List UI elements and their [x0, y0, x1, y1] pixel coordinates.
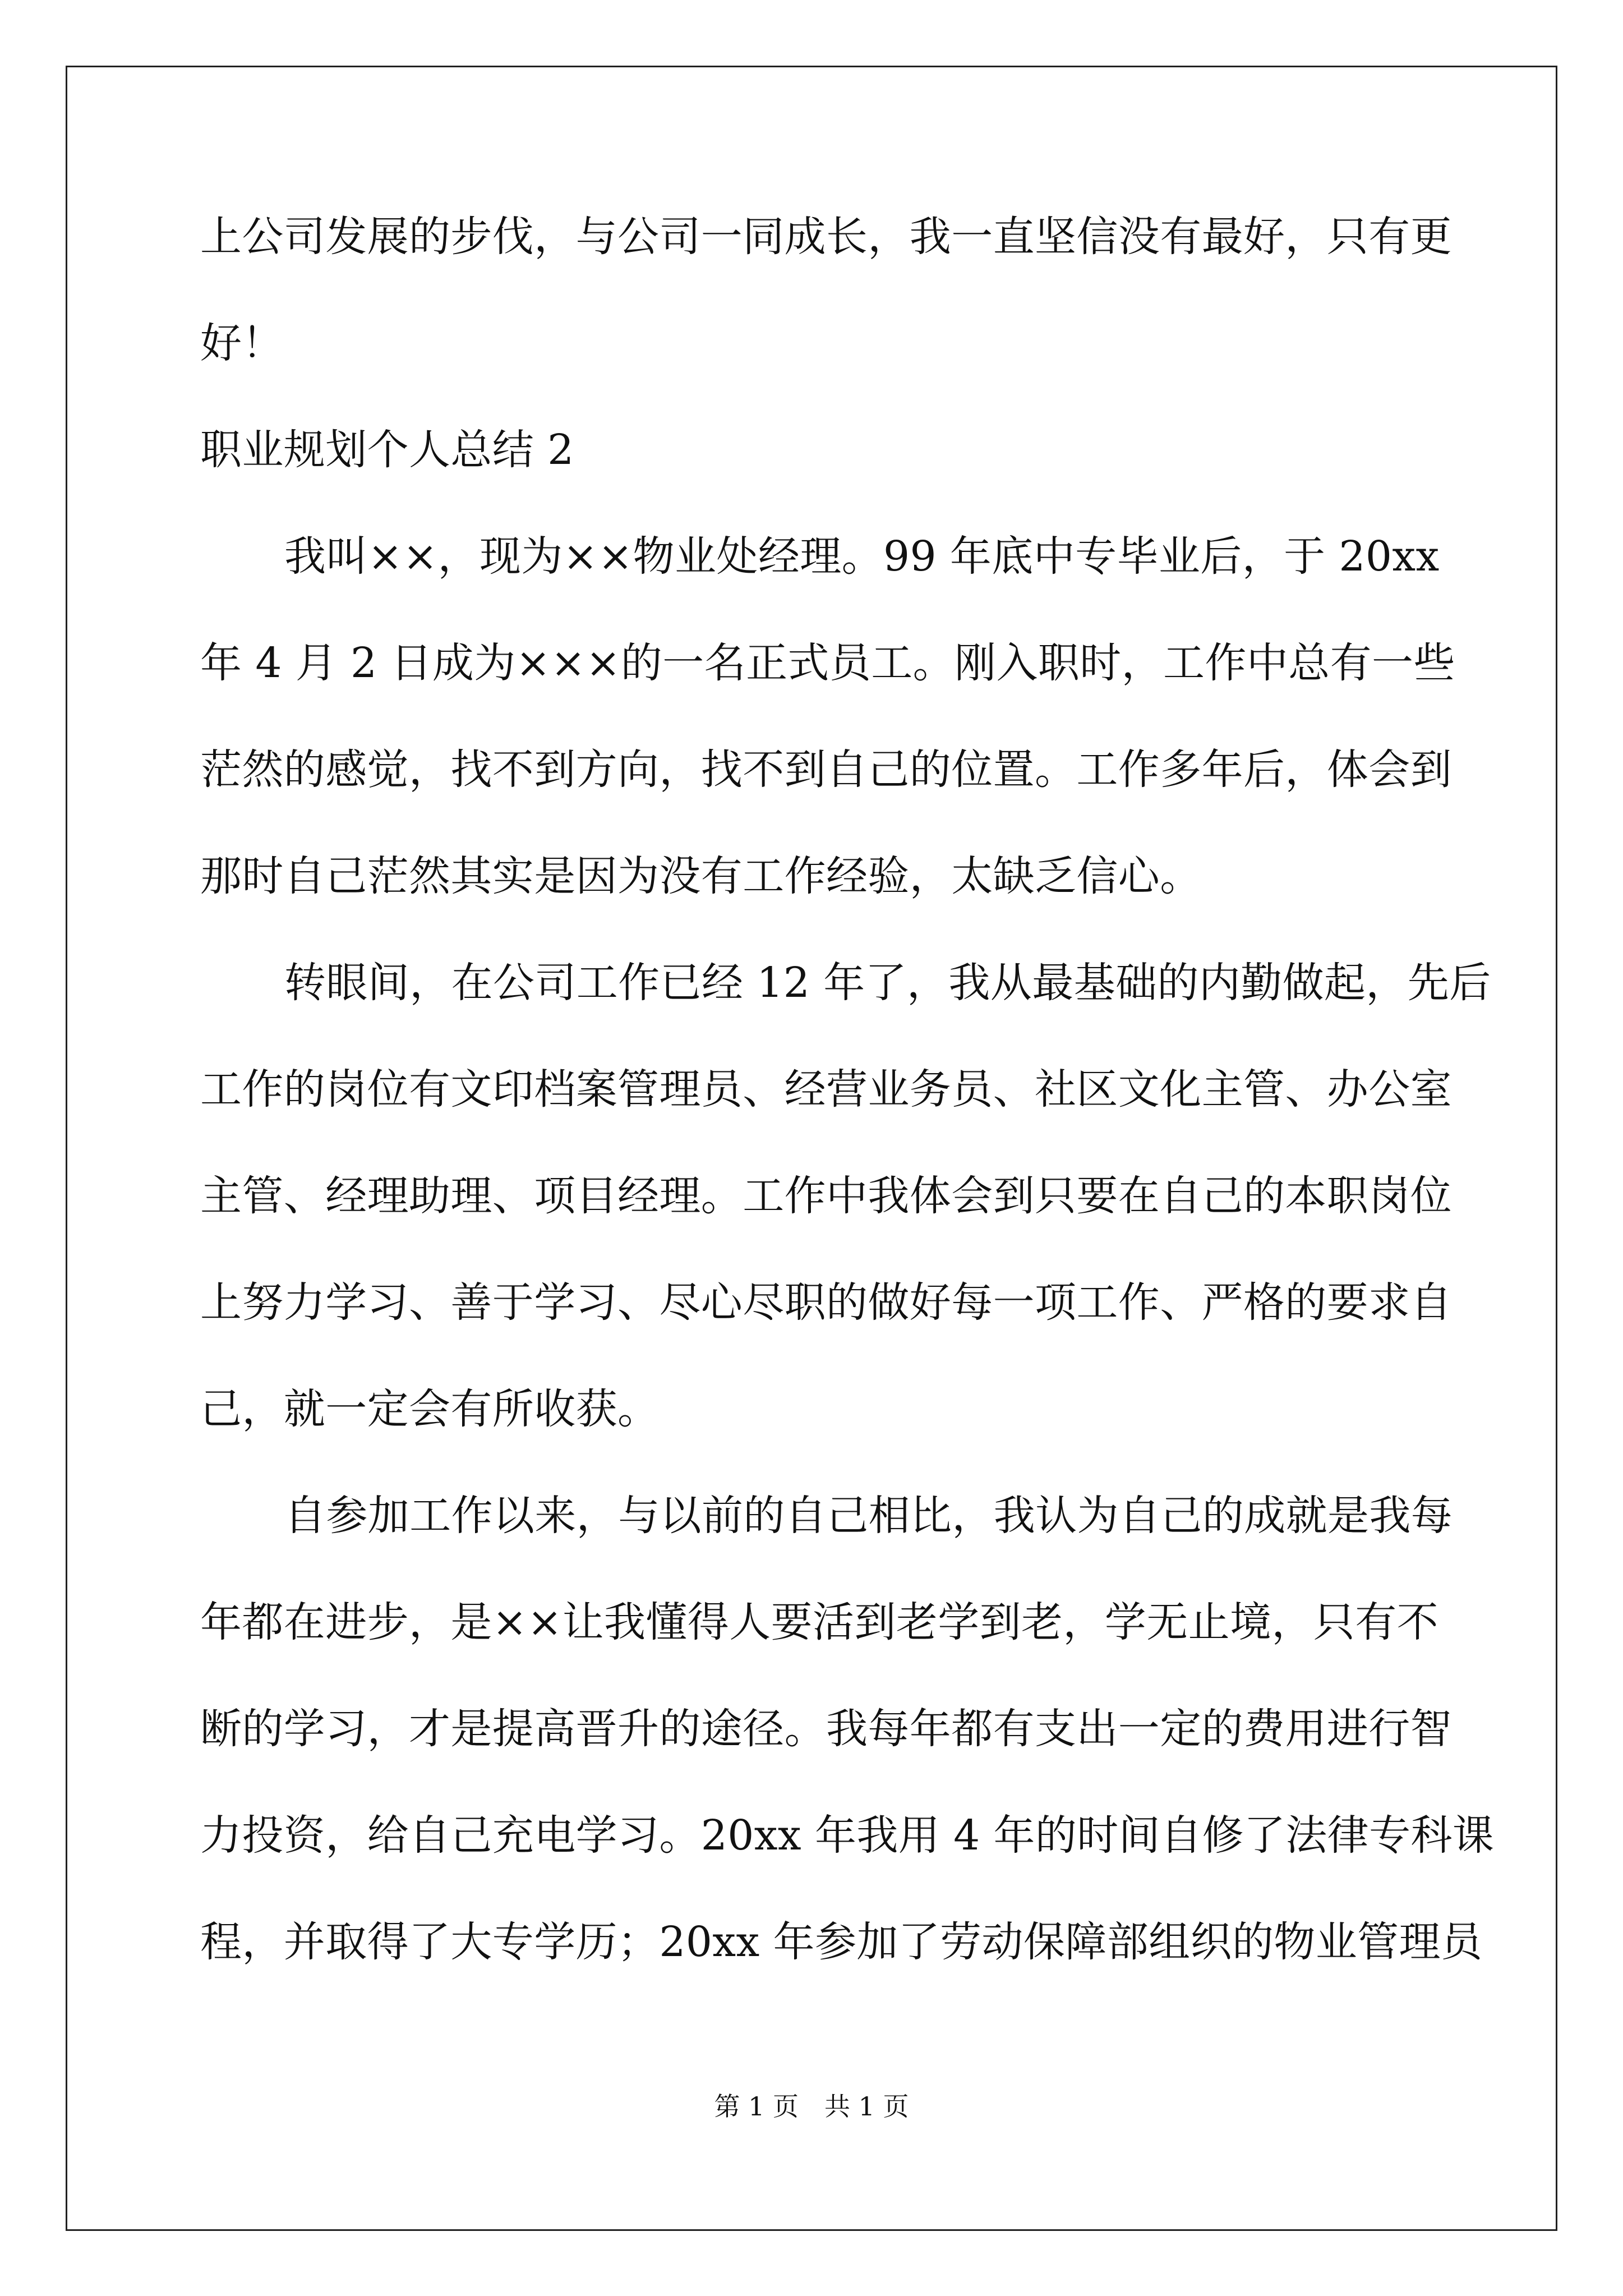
text-line: 那时自己茫然其实是因为没有工作经验，太缺乏信心。 [200, 852, 1202, 900]
section-heading: 职业规划个人总结 2 [200, 426, 574, 474]
text-line: 转眼间，在公司工作已经 12 年了，我从最基础的内勤做起，先后 [284, 959, 1491, 1007]
text-line: 断的学习，才是提高晋升的途径。我每年都有支出一定的费用进行智 [200, 1705, 1452, 1753]
text-line: 主管、经理助理、项目经理。工作中我体会到只要在自己的本职岗位 [200, 1172, 1452, 1220]
text-line: 上努力学习、善于学习、尽心尽职的做好每一项工作、严格的要求自 [200, 1278, 1452, 1327]
text-line: 好！ [200, 319, 284, 367]
text-line: 己，就一定会有所收获。 [200, 1385, 660, 1433]
text-line: 力投资，给自己充电学习。20xx 年我用 4 年的时间自修了法律专科课 [200, 1811, 1495, 1860]
page-footer: 第 1 页 共 1 页 [714, 2091, 909, 2122]
text-line: 上公司发展的步伐，与公司一同成长，我一直坚信没有最好，只有更 [200, 213, 1452, 261]
text-line: 自参加工作以来，与以前的自己相比，我认为自己的成就是我每 [284, 1492, 1453, 1540]
text-line: 年都在进步，是××让我懂得人要活到老学到老，学无止境，只有不 [200, 1598, 1439, 1646]
page-border [66, 66, 1557, 2231]
text-line: 我叫××，现为××物业处经理。99 年底中专毕业后，于 20xx [284, 532, 1440, 581]
text-line: 工作的岗位有文印档案管理员、经营业务员、社区文化主管、办公室 [200, 1065, 1452, 1114]
text-line: 茫然的感觉，找不到方向，找不到自己的位置。工作多年后，体会到 [200, 746, 1452, 794]
text-line: 程，并取得了大专学历；20xx 年参加了劳动保障部组织的物业管理员 [200, 1918, 1483, 1966]
text-line: 年 4 月 2 日成为×××的一名正式员工。刚入职时，工作中总有一些 [200, 639, 1455, 687]
